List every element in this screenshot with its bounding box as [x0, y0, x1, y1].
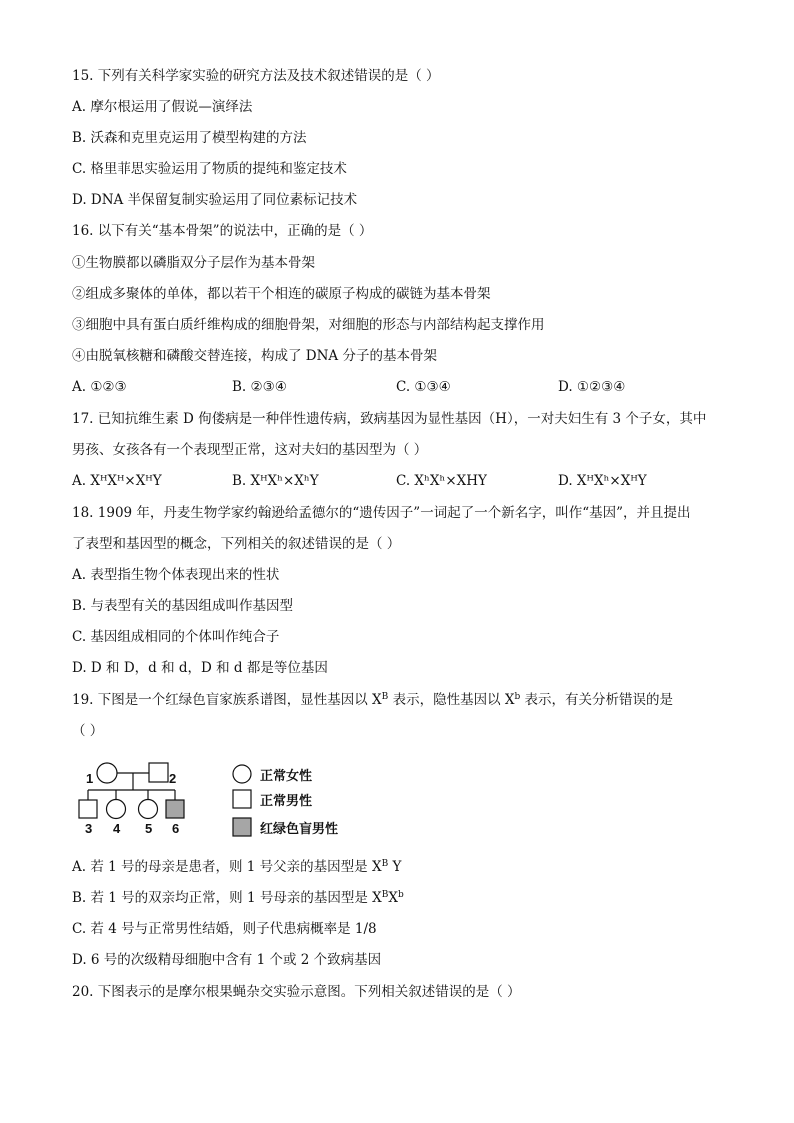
q16-option-d: D. ①②③④ — [558, 379, 626, 395]
pedigree-label-6: 6 — [172, 821, 180, 836]
pedigree-individual-6-affected — [166, 800, 184, 818]
q16-stem: 16. 以下有关“基本骨架”的说法中，正确的是（ ） — [72, 223, 373, 239]
q17-option-a: A. XᴴXᴴ×XᴴY — [72, 473, 162, 489]
q18-option-b: B. 与表型有关的基因组成叫作基因型 — [72, 598, 294, 614]
legend-affected-male — [232, 817, 338, 837]
q16-option-c: C. ①③④ — [396, 379, 451, 395]
pedigree-individual-5 — [139, 800, 158, 819]
q17-option-d: D. XᴴXʰ×XᴴY — [558, 473, 647, 489]
q19-option-c: C. 若 4 号与正常男性结婚，则子代患病概率是 1/8 — [72, 921, 377, 937]
pedigree-diagram — [76, 758, 196, 838]
q19-option-a: A. 若 1 号的母亲是患者，则 1 号父亲的基因型是 $X^B$ Y — [72, 859, 402, 875]
q17-option-b: B. XᴴXʰ×XʰY — [232, 473, 319, 489]
q17-options — [72, 472, 732, 490]
q19-stem-line1: 19. 下图是一个红绿色盲家族系谱图，显性基因以 $X^B$ 表示，隐性基因以 $X^b$ 表示，有关分析错误的是 — [72, 692, 674, 708]
square-icon — [232, 789, 252, 809]
pedigree-label-3: 3 — [85, 821, 93, 836]
q16-statement-2: ②组成多聚体的单体，都以若干个相连的碳原子构成的碳链为基本骨架 — [72, 286, 491, 302]
q19-option-d: D. 6 号的次级精母细胞中含有 1 个或 2 个致病基因 — [72, 952, 382, 968]
legend-normal-male-label: 正常男性 — [260, 793, 313, 809]
q16-option-a: A. ①②③ — [72, 379, 127, 395]
filled-square-icon — [232, 817, 252, 837]
q18-option-a: A. 表型指生物个体表现出来的性状 — [72, 567, 280, 583]
q15-option-a: A. 摩尔根运用了假说—演绎法 — [72, 99, 253, 115]
q15-option-c: C. 格里菲思实验运用了物质的提纯和鉴定技术 — [72, 161, 347, 177]
q19-option-b: B. 若 1 号的双亲均正常，则 1 号母亲的基因型是 $X^BX^b$ — [72, 890, 404, 906]
pedigree-label-4: 4 — [113, 821, 121, 836]
q19-stem-line2: （ ） — [72, 723, 104, 739]
q18-option-c: C. 基因组成相同的个体叫作纯合子 — [72, 629, 280, 645]
legend-normal-female-label: 正常女性 — [260, 768, 313, 784]
pedigree-individual-2 — [149, 763, 168, 782]
pedigree-individual-1 — [97, 763, 117, 783]
q17-stem-line1: 17. 已知抗维生素 D 佝偻病是一种伴性遗传病，致病基因为显性基因（H），一对夫妇生有 3 个子女，其中 — [72, 411, 707, 427]
pedigree-label-2: 2 — [169, 771, 177, 786]
circle-icon — [232, 764, 252, 784]
q15-option-b: B. 沃森和克里克运用了模型构建的方法 — [72, 130, 307, 146]
legend-normal-female — [232, 764, 312, 784]
q17-stem-line2: 男孩、女孩各有一个表现型正常，这对夫妇的基因型为（ ） — [72, 442, 428, 458]
pedigree-label-1: 1 — [86, 771, 94, 786]
q16-statement-4: ④由脱氧核糖和磷酸交替连接，构成了 DNA 分子的基本骨架 — [72, 348, 437, 364]
q18-option-d: D. D 和 D，d 和 d，D 和 d 都是等位基因 — [72, 660, 328, 676]
q15-option-d: D. DNA 半保留复制实验运用了同位素标记技术 — [72, 192, 358, 208]
q16-statement-1: ①生物膜都以磷脂双分子层作为基本骨架 — [72, 255, 315, 271]
q16-options — [72, 378, 732, 396]
q17-option-c: C. XʰXʰ×XHY — [396, 473, 487, 489]
q18-stem-line1: 18. 1909 年，丹麦生物学家约翰逊给孟德尔的“遗传因子”一词起了一个新名字，叫作“基因”，并且提出 — [72, 505, 691, 521]
q16-statement-3: ③细胞中具有蛋白质纤维构成的细胞骨架，对细胞的形态与内部结构起支撑作用 — [72, 317, 545, 333]
q18-stem-line2: 了表型和基因型的概念，下列相关的叙述错误的是（ ） — [72, 536, 401, 552]
pedigree-individual-4 — [107, 800, 126, 819]
q16-option-b: B. ②③④ — [232, 379, 287, 395]
pedigree-individual-3 — [79, 800, 97, 818]
pedigree-label-5: 5 — [145, 821, 153, 836]
legend-affected-male-label: 红绿色盲男性 — [260, 821, 339, 837]
q20-stem: 20. 下图表示的是摩尔根果蝇杂交实验示意图。下列相关叙述错误的是（ ） — [72, 984, 521, 1000]
legend-normal-male — [232, 789, 312, 809]
q15-stem: 15. 下列有关科学家实验的研究方法及技术叙述错误的是（ ） — [72, 68, 440, 84]
